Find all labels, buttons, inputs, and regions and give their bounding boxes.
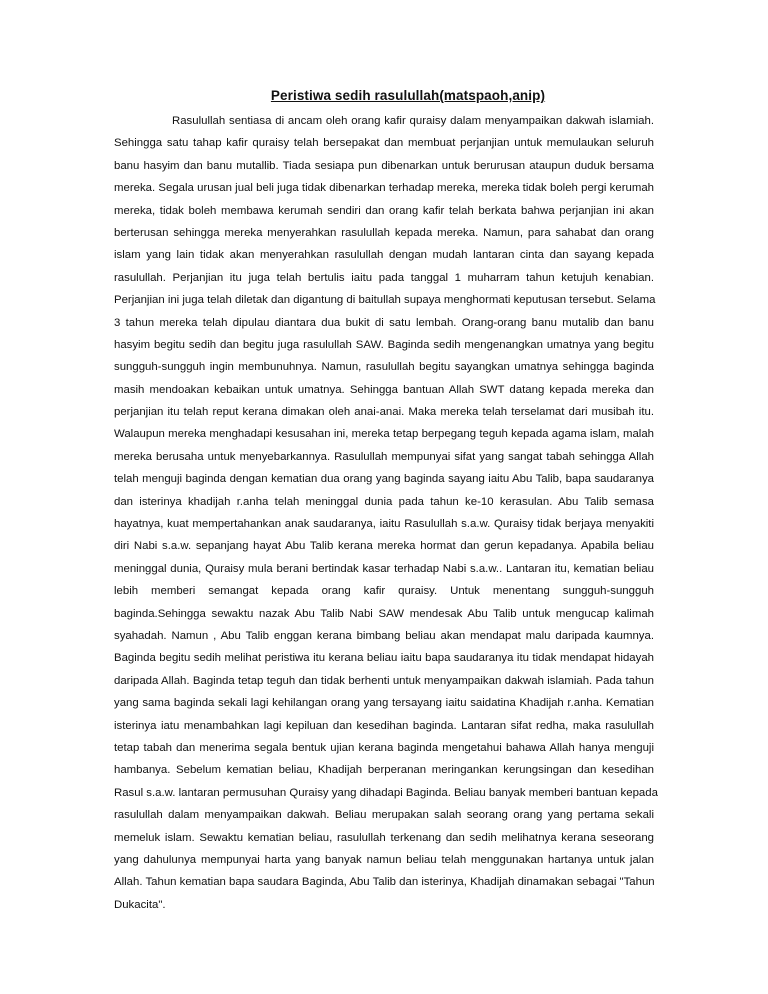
body-line: rasulullah. Perjanjian itu juga telah bertulis iaitu pada tanggal 1 muharram tahun ketujuh kenabian. [114, 271, 654, 284]
document-body [114, 110, 658, 916]
body-line: Rasul s.a.w. lantaran permusuhan Quraisy yang dihadapi Baginda. Beliau banyak memberi bantuan kepada [114, 786, 658, 799]
body-line: 3 tahun mereka telah dipulau diantara dua bukit di satu lembah. Orang-orang banu mutalib dan banu [114, 316, 654, 329]
body-line: Baginda begitu sedih melihat peristiwa itu kerana beliau iaitu bapa saudaranya itu tidak mendapat hidayah [114, 652, 654, 665]
body-line: hambanya. Sebelum kematian beliau, Khadijah berperanan meringankan kerungsingan dan kesedihan [114, 764, 654, 777]
body-line: daripada Allah. Baginda tetap teguh dan tidak berhenti untuk menyampaikan dakwah islamiah. Pada tahun [114, 674, 654, 687]
body-line: dan isterinya khadijah r.anha telah meninggal dunia pada tahun ke-10 kerasulan. Abu Talib semasa [114, 495, 654, 508]
body-line: telah menguji baginda dengan kematian dua orang yang baginda sayang iaitu Abu Talib, bapa saudaranya [114, 473, 654, 486]
body-line: hayatnya, kuat mempertahankan anak saudaranya, iaitu Rasulullah s.a.w. Quraisy tidak berjaya menyakiti [114, 518, 654, 531]
body-line: masih mendoakan kebaikan untuk umatnya. Sehingga bantuan Allah SWT datang kepada mereka dan [114, 383, 654, 396]
body-line: yang dahulunya mempunyai harta yang banyak namun beliau telah menggunakan hartanya untuk jalan [114, 853, 654, 866]
body-line: banu hasyim dan banu mutallib. Tiada sesiapa pun dibenarkan untuk berurusan ataupun duduk bersama [114, 159, 654, 172]
body-line: meninggal dunia, Quraisy mula berani bertindak kasar terhadap Nabi s.a.w.. Lantaran itu, kematian beliau [114, 562, 654, 575]
body-line: diri Nabi s.a.w. sepanjang hayat Abu Talib kerana mereka hormat dan gerun kepadanya. Apabila beliau [114, 540, 654, 553]
body-line: berterusan sehingga mereka menyerahkan rasulullah kepada mereka. Namun, para sahabat dan orang [114, 226, 654, 239]
body-line: Allah. Tahun kematian bapa saudara Baginda, Abu Talib dan isterinya, Khadijah dinamakan sebagai "Tahun [114, 876, 655, 889]
body-line: Dukacita". [114, 898, 166, 911]
body-line: Rasulullah sentiasa di ancam oleh orang kafir quraisy dalam menyampaikan dakwah islamiah. [172, 115, 654, 127]
body-line: isterinya iatu menambahkan lagi kepiluan dan kesedihan baginda. Lantaran sifat redha, maka rasulullah [114, 719, 654, 732]
body-line: Perjanjian ini juga telah diletak dan digantung di baitullah supaya menghormati keputusan tersebut. Selama [114, 294, 656, 307]
document-title: Peristiwa sedih rasulullah(matspaoh,anip) [270, 88, 546, 103]
body-line: rasulullah dalam menyampaikan dakwah. Beliau merupakan salah seorang orang yang pertama sekali [114, 809, 654, 822]
body-line: mereka. Segala urusan jual beli juga tidak dibenarkan terhadap mereka, mereka tidak boleh pergi kerumah [114, 182, 654, 195]
body-line: mereka berusaha untuk menyebarkannya. Rasulullah mempunyai sifat yang sangat tabah sehingga Allah [114, 450, 654, 463]
body-line: hasyim begitu sedih dan begitu juga rasulullah SAW. Baginda sedih mengenangkan umatnya yang begitu [114, 338, 654, 351]
body-line: memeluk islam. Sewaktu kematian beliau, rasulullah terkenang dan sedih melihatnya kerana seseorang [114, 831, 654, 844]
body-line: Sehingga satu tahap kafir quraisy telah bersepakat dan membuat perjanjian untuk memulaukan seluruh [114, 137, 654, 150]
body-line: yang sama baginda sekali lagi kehilangan orang yang tersayang iaitu saidatina Khadijah r.anha. Kematian [114, 697, 654, 710]
body-line: sungguh-sungguh ingin membunuhnya. Namun, rasulullah begitu sayangkan umatnya sehingga baginda [114, 361, 654, 374]
body-line: perjanjian itu telah reput kerana dimakan oleh anai-anai. Maka mereka telah terselamat dari musibah itu. [114, 406, 654, 419]
body-line: Walaupun mereka menghadapi kesusahan ini, mereka tetap berpegang teguh kepada agama islam, malah [114, 428, 654, 441]
body-line: lebih memberi semangat kepada orang kafir quraisy. Untuk menentang sungguh-sungguh [114, 585, 654, 598]
body-line: mereka, tidak boleh membawa kerumah sendiri dan orang kafir telah berkata bahwa perjanjian ini akan [114, 204, 654, 217]
body-line: syahadah. Namun , Abu Talib enggan kerana bimbang beliau akan mendapat malu daripada kaumnya. [114, 629, 654, 642]
body-line: baginda.Sehingga sewaktu nazak Abu Talib Nabi SAW mendesak Abu Talib untuk mengucap kalimah [114, 607, 654, 620]
body-line: tetap tabah dan menerima segala bentuk ujian kerana baginda mengetahui bahawa Allah hanya menguji [114, 741, 654, 754]
body-line: islam yang lain tidak akan menyerahkan rasulullah dengan mudah lantaran cinta dan sayang kepada [114, 249, 654, 262]
